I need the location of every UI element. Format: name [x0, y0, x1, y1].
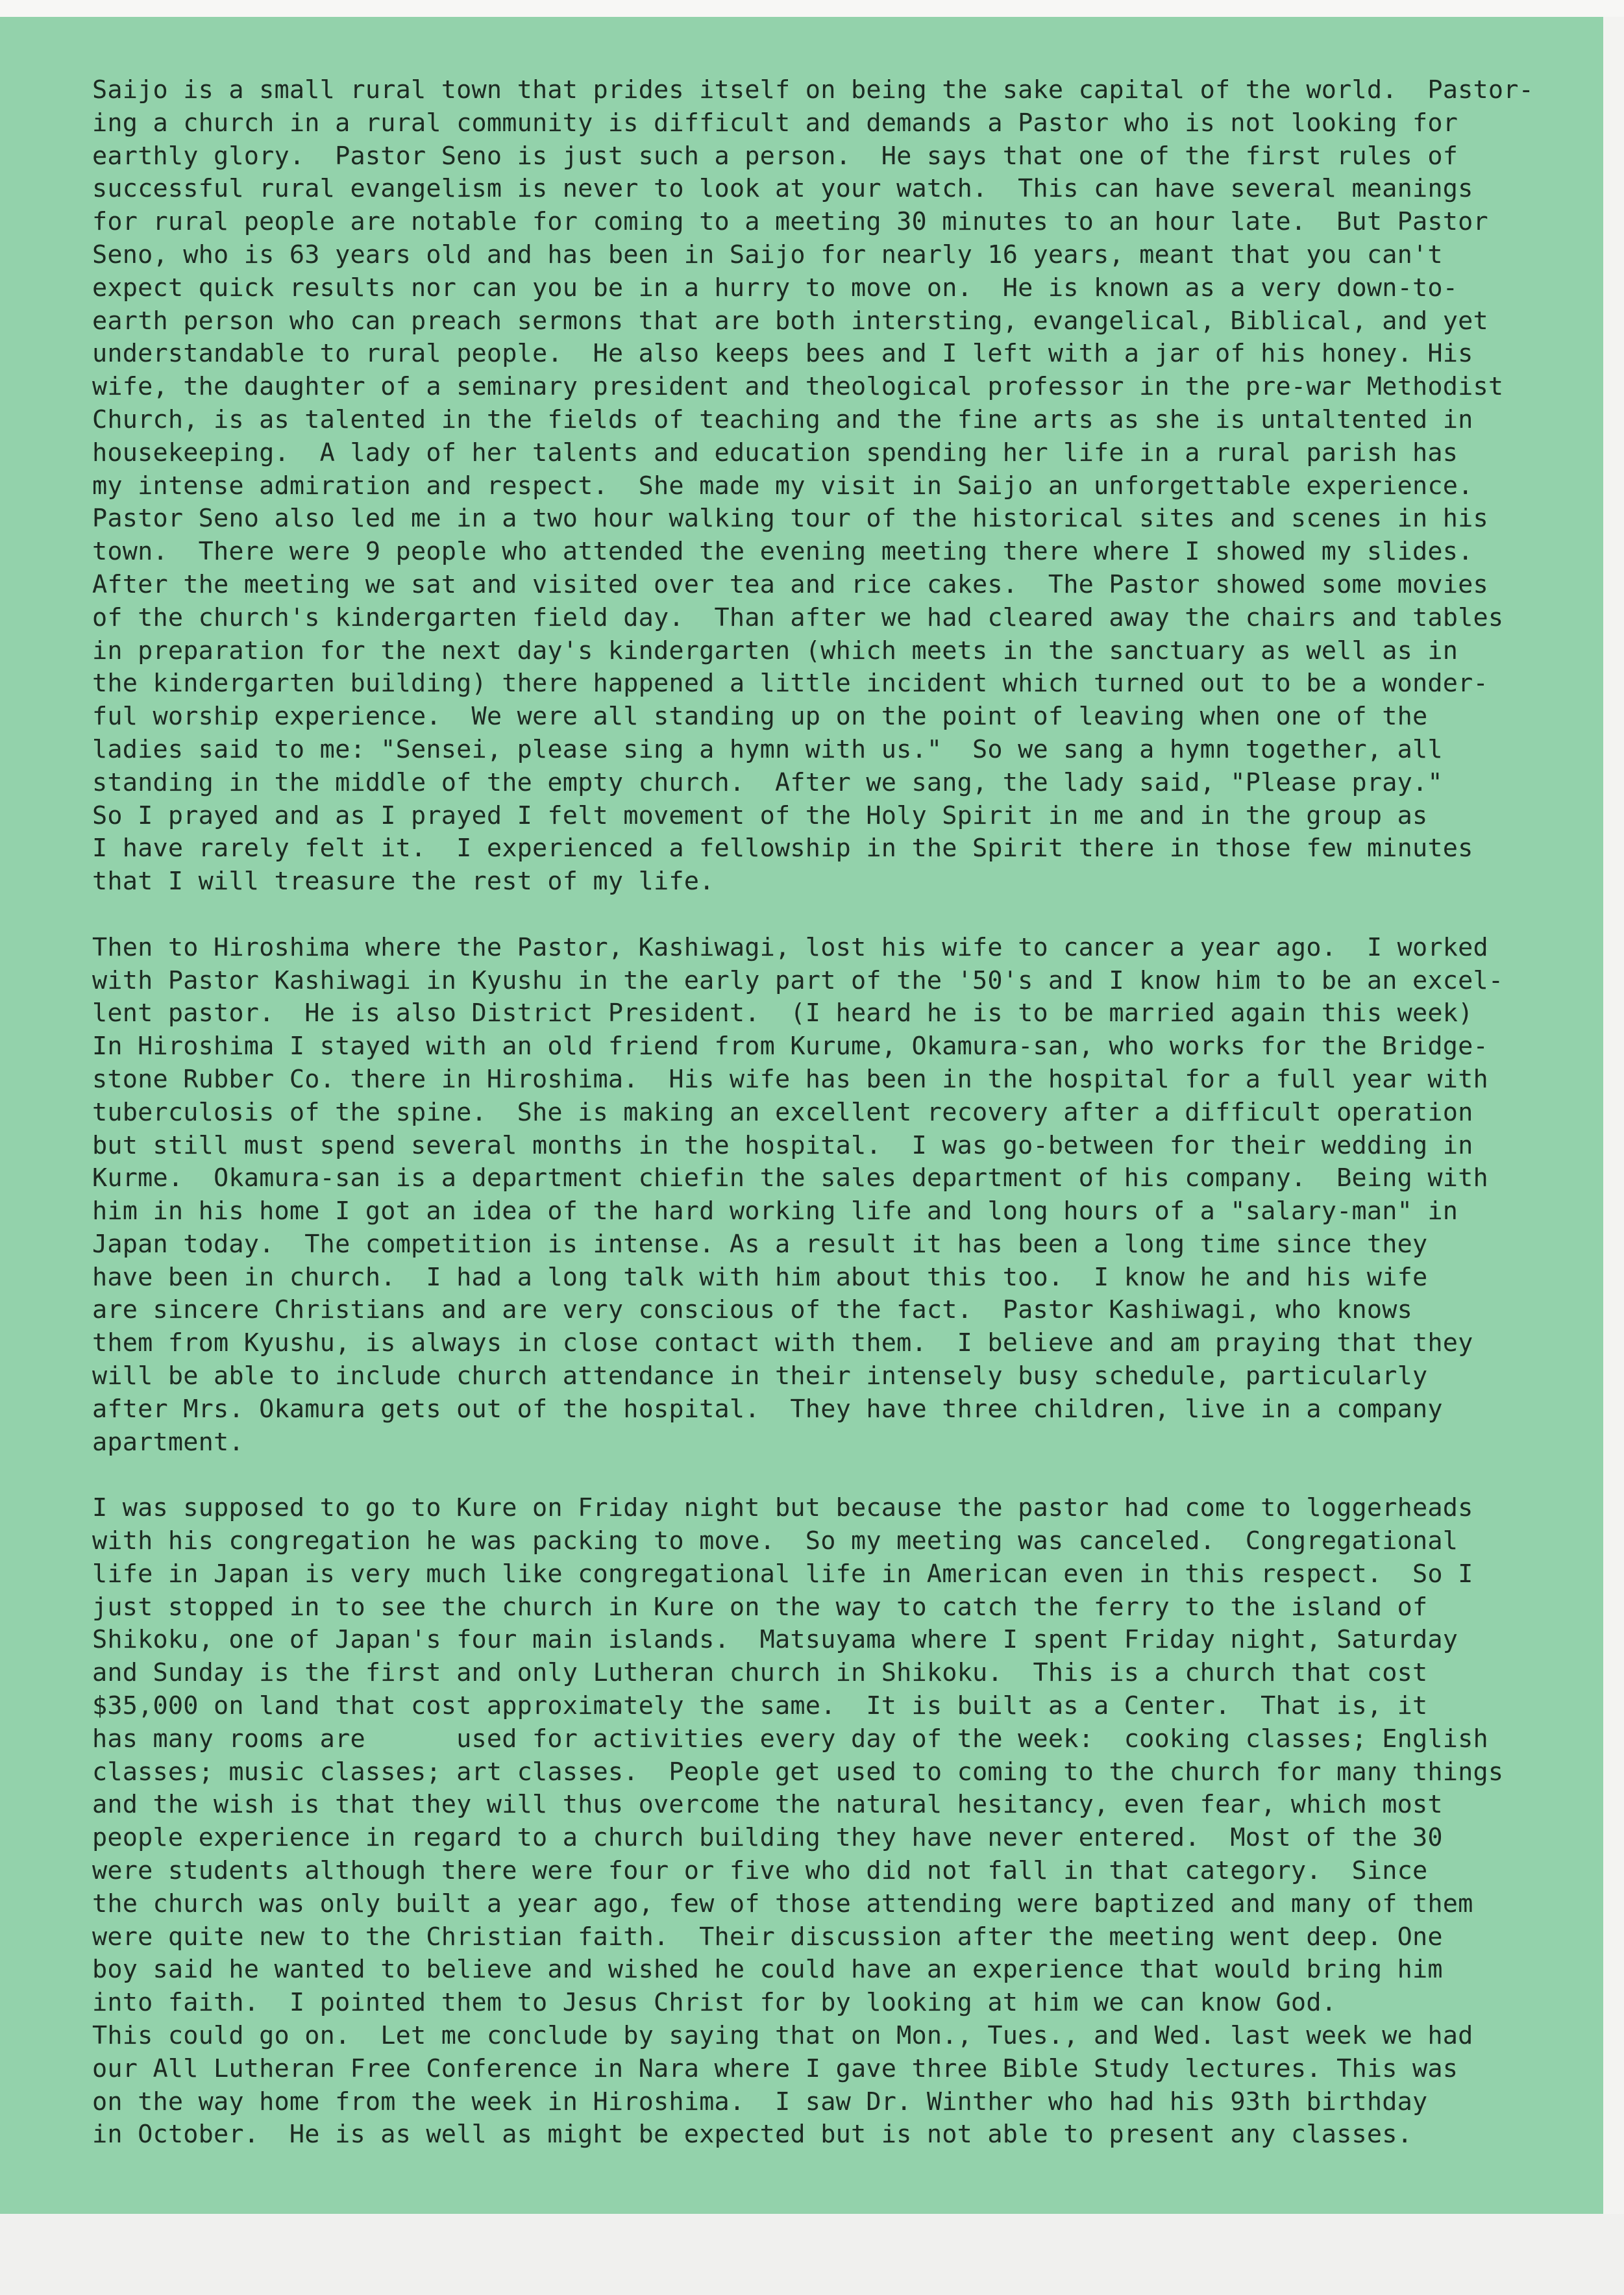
text-line: boy said he wanted to believe and wished he could have an experience that would bring him — [92, 1955, 1443, 1985]
text-line: has many rooms are used for activities every day of the week: cooking classes; English — [92, 1724, 1488, 1754]
text-line: my intense admiration and respect. She made my visit in Saijo an unforgettable experience. — [92, 471, 1473, 501]
text-line: ing a church in a rural community is difficult and demands a Pastor who is not looking for — [92, 108, 1458, 138]
text-line: that I will treasure the rest of my life. — [92, 867, 715, 897]
text-line: Japan today. The competition is intense. As a result it has been a long time since they — [92, 1229, 1428, 1259]
text-line: into faith. I pointed them to Jesus Christ for by looking at him we can know God. — [92, 1988, 1337, 2018]
paragraph — [92, 1492, 1603, 2152]
text-line: were students although there were four or five who did not fall in that category. Since — [92, 1856, 1428, 1886]
paragraph-gap — [92, 1459, 1603, 1492]
letter-body — [92, 74, 1603, 2152]
text-line: the church was only built a year ago, few of those attending were baptized and many of them — [92, 1889, 1473, 1918]
text-line: wife, the daughter of a seminary president and theological professor in the pre-war Methodist — [92, 372, 1504, 402]
text-line: him in his home I got an idea of the hard working life and long hours of a "salary-man" in — [92, 1197, 1458, 1226]
text-line: with his congregation he was packing to move. So my meeting was canceled. Congregational — [92, 1526, 1458, 1556]
text-line: understandable to rural people. He also keeps bees and I left with a jar of his honey. His — [92, 339, 1473, 369]
text-line: but still must spend several months in the hospital. I was go-between for their wedding in — [92, 1130, 1473, 1160]
text-line: This could go on. Let me conclude by saying that on Mon., Tues., and Wed. last week we had — [92, 2021, 1473, 2051]
text-line: earthly glory. Pastor Seno is just such a person. He says that one of the first rules of — [92, 141, 1458, 171]
text-line: just stopped in to see the church in Kure on the way to catch the ferry to the island of — [92, 1592, 1428, 1622]
text-line: for rural people are notable for coming to a meeting 30 minutes to an hour late. But Pastor — [92, 207, 1488, 237]
page-top-margin — [0, 0, 1624, 17]
text-line: after Mrs. Okamura gets out of the hospital. They have three children, live in a company — [92, 1394, 1443, 1424]
text-line: Seno, who is 63 years old and has been in Saijo for nearly 16 years, meant that you can't — [92, 240, 1443, 269]
text-line: Church, is as talented in the fields of teaching and the fine arts as she is untaltented in — [92, 404, 1473, 434]
text-line: classes; music classes; art classes. People get used to coming to the church for many things — [92, 1757, 1504, 1787]
text-line: After the meeting we sat and visited over tea and rice cakes. The Pastor showed some movies — [92, 569, 1488, 599]
text-line: and Sunday is the first and only Lutheran church in Shikoku. This is a church that cost — [92, 1658, 1428, 1688]
text-line: them from Kyushu, is always in close contact with them. I believe and am praying that they — [92, 1328, 1473, 1358]
text-line: the kindergarten building) there happened a little incident which turned out to be a wonder- — [92, 669, 1488, 699]
text-line: Shikoku, one of Japan's four main islands. Matsuyama where I spent Friday night, Saturday — [92, 1625, 1458, 1655]
text-line: In Hiroshima I stayed with an old friend from Kurume, Okamura-san, who works for the Bridge- — [92, 1032, 1488, 1061]
text-line: our All Lutheran Free Conference in Nara where I gave three Bible Study lectures. This was — [92, 2053, 1458, 2083]
page-bottom-margin — [0, 2214, 1624, 2295]
text-line: housekeeping. A lady of her talents and education spending her life in a rural parish has — [92, 438, 1458, 467]
text-line: Then to Hiroshima where the Pastor, Kashiwagi, lost his wife to cancer a year ago. I worked — [92, 932, 1488, 962]
text-line: $35,000 on land that cost approximately the same. It is built as a Center. That is, it — [92, 1691, 1428, 1721]
text-line: on the way home from the week in Hiroshima. I saw Dr. Winther who had his 93th birthday — [92, 2087, 1428, 2116]
text-line: tuberculosis of the spine. She is making an excellent recovery after a difficult operation — [92, 1097, 1473, 1127]
text-line: ladies said to me: "Sensei, please sing a hymn with us." So we sang a hymn together, all — [92, 734, 1443, 764]
text-line: earth person who can preach sermons that are both intersting, evangelical, Biblical, and yet — [92, 306, 1488, 336]
text-line: are sincere Christians and are very conscious of the fact. Pastor Kashiwagi, who knows — [92, 1295, 1412, 1325]
text-line: people experience in regard to a church building they have never entered. Most of the 30 — [92, 1823, 1443, 1853]
text-line: with Pastor Kashiwagi in Kyushu in the early part of the '50's and I know him to be an excel- — [92, 965, 1504, 995]
text-line: in October. He is as well as might be expected but is not able to present any classes. — [92, 2120, 1412, 2150]
text-line: life in Japan is very much like congregational life in American even in this respect. So I — [92, 1559, 1473, 1589]
text-line: in preparation for the next day's kindergarten (which meets in the sanctuary as well as in — [92, 636, 1458, 665]
text-line: town. There were 9 people who attended the evening meeting there where I showed my slides. — [92, 537, 1473, 567]
text-line: lent pastor. He is also District President. (I heard he is to be married again this week) — [92, 999, 1473, 1028]
text-line: will be able to include church attendance in their intensely busy schedule, particularly — [92, 1361, 1428, 1391]
text-line: Pastor Seno also led me in a two hour walking tour of the historical sites and scenes in his — [92, 504, 1488, 534]
paragraph — [92, 74, 1603, 899]
text-line: were quite new to the Christian faith. Their discussion after the meeting went deep. One — [92, 1922, 1443, 1952]
letter-page — [0, 17, 1603, 2214]
text-line: have been in church. I had a long talk with him about this too. I know he and his wife — [92, 1262, 1428, 1292]
paragraph — [92, 932, 1603, 1459]
text-line: Saijo is a small rural town that prides itself on being the sake capital of the world. Pastor- — [92, 75, 1534, 105]
text-line: successful rural evangelism is never to look at your watch. This can have several meanings — [92, 174, 1473, 204]
text-line: and the wish is that they will thus overcome the natural hesitancy, even fear, which most — [92, 1790, 1443, 1820]
text-line: stone Rubber Co. there in Hiroshima. His wife has been in the hospital for a full year with — [92, 1064, 1488, 1094]
text-line: I have rarely felt it. I experienced a fellowship in the Spirit there in those few minutes — [92, 834, 1473, 863]
paragraph-gap — [92, 899, 1603, 932]
text-line: apartment. — [92, 1427, 244, 1457]
text-line: I was supposed to go to Kure on Friday night but because the pastor had come to loggerheads — [92, 1493, 1473, 1523]
text-line: standing in the middle of the empty church. After we sang, the lady said, "Please pray." — [92, 767, 1443, 797]
text-line: of the church's kindergarten field day. Than after we had cleared away the chairs and tables — [92, 602, 1504, 632]
text-line: ful worship experience. We were all standing up on the point of leaving when one of the — [92, 702, 1428, 732]
text-line: expect quick results nor can you be in a hurry to move on. He is known as a very down-to- — [92, 273, 1458, 303]
text-line: Kurme. Okamura-san is a department chiefin the sales department of his company. Being with — [92, 1163, 1488, 1193]
text-line: So I prayed and as I prayed I felt movement of the Holy Spirit in me and in the group as — [92, 800, 1428, 830]
